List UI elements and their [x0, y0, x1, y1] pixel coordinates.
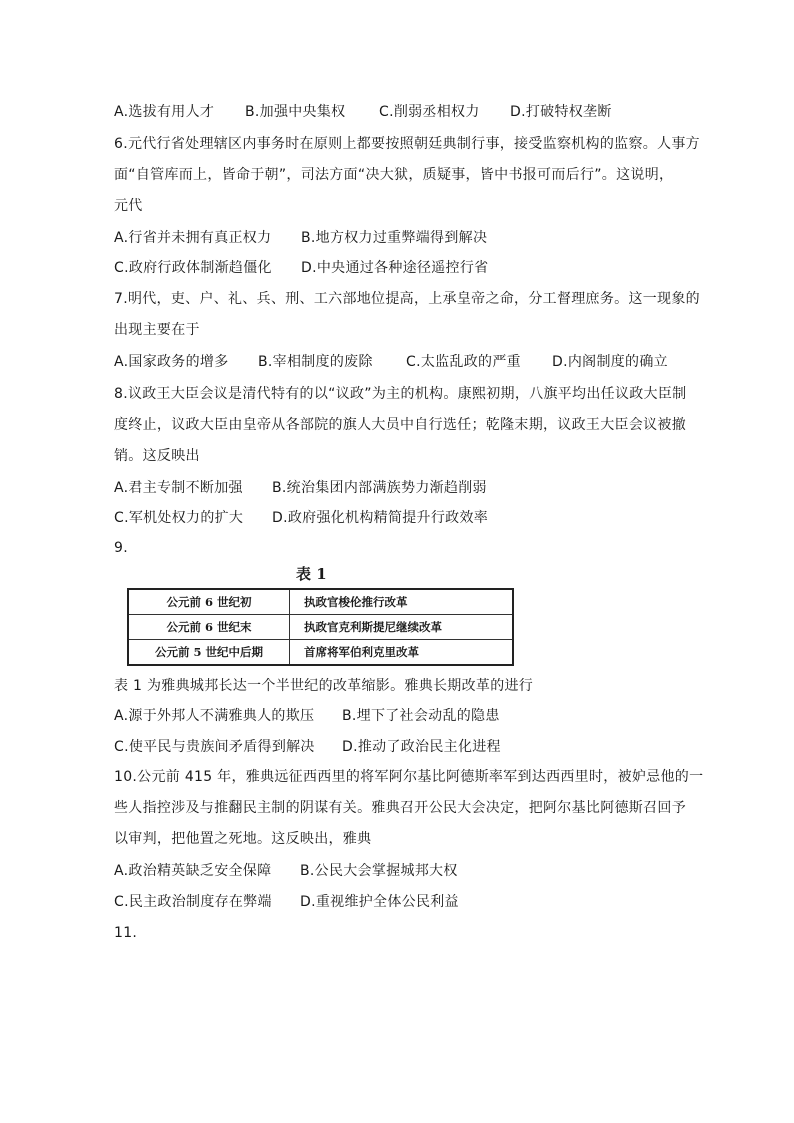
q9-options-row-2	[114, 737, 694, 757]
q6-stem-line-1: 6.元代行省处理辖区内事务时在原则上都要按照朝廷典制行事，接受监察机构的监察。人事方	[114, 136, 700, 152]
q9-option-a[interactable]: A.源于外邦人不满雅典人的欺压	[114, 708, 315, 724]
q7-option-b[interactable]: B.宰相制度的废除	[258, 354, 373, 370]
table-cell-event: 首席将军伯利克里改革	[290, 640, 514, 666]
table-cell-period: 公元前 6 世纪末	[128, 615, 290, 640]
q9-option-d[interactable]: D.推动了政治民主化进程	[342, 739, 501, 755]
q7-option-d[interactable]: D.内阁制度的确立	[552, 354, 668, 370]
q7-options	[114, 352, 694, 372]
q5-option-d[interactable]: D.打破特权垄断	[510, 104, 612, 120]
q5-option-c[interactable]: C.削弱丞相权力	[379, 104, 480, 120]
q10-option-b[interactable]: B.公民大会掌握城邦大权	[300, 863, 458, 879]
q9-option-b[interactable]: B.埋下了社会动乱的隐患	[342, 708, 500, 724]
q8-option-d[interactable]: D.政府强化机构精简提升行政效率	[272, 510, 489, 526]
q6-option-a[interactable]: A.行省并未拥有真正权力	[114, 230, 272, 246]
table-row	[128, 589, 513, 615]
q5-options	[114, 102, 694, 122]
table-row	[128, 615, 513, 640]
reform-table	[127, 588, 514, 666]
q10-options-row-1	[114, 861, 694, 881]
q9-options-row-1	[114, 706, 694, 726]
q10-stem-line-1: 10.公元前 415 年，雅典远征西西里的将军阿尔基比阿德斯率军到达西西里时，被妒忌他的一	[114, 769, 704, 785]
q10-option-c[interactable]: C.民主政治制度存在弊端	[114, 894, 272, 910]
table-cell-event: 执政官梭伦推行改革	[290, 589, 514, 615]
q10-option-a[interactable]: A.政治精英缺乏安全保障	[114, 863, 272, 879]
q10-options-row-2	[114, 892, 694, 912]
q10-stem-line-2: 些人指控涉及与推翻民主制的阴谋有关。雅典召开公民大会决定，把阿尔基比阿德斯召回予	[114, 800, 686, 816]
q8-stem-line-2: 度终止，议政大臣由皇帝从各部院的旗人大员中自行选任；乾隆末期，议政王大臣会议被撤	[114, 417, 686, 433]
q8-options-row-1	[114, 478, 694, 498]
q10-stem-line-3: 以审判，把他置之死地。这反映出，雅典	[114, 831, 372, 847]
table-cell-period: 公元前 6 世纪初	[128, 589, 290, 615]
q6-option-b[interactable]: B.地方权力过重弊端得到解决	[301, 230, 488, 246]
q8-option-b[interactable]: B.统治集团内部满族势力渐趋削弱	[272, 480, 487, 496]
table-title: 表 1	[296, 565, 327, 583]
q8-stem-line-3: 销。这反映出	[114, 448, 200, 464]
q6-stem-line-3: 元代	[114, 198, 143, 214]
q6-stem-line-2: 面“自管库而上，皆命于朝”，司法方面“决大狱，质疑事，皆中书报可而后行”。这说明，	[114, 167, 674, 183]
q7-stem-line-1: 7.明代，吏、户、礼、兵、刑、工六部地位提高，上承皇帝之命，分工督理庶务。这一现象的	[114, 291, 700, 307]
q6-option-c[interactable]: C.政府行政体制渐趋僵化	[114, 260, 272, 276]
q6-options-row-1	[114, 228, 694, 248]
q6-option-d[interactable]: D.中央通过各种途径遥控行省	[301, 260, 489, 276]
q8-stem-line-1: 8.议政王大臣会议是清代特有的以“议政”为主的机构。康熙初期，八旗平均出任议政大臣制	[114, 386, 687, 402]
q7-stem-line-2: 出现主要在于	[114, 322, 200, 338]
q5-option-a[interactable]: A.选拔有用人才	[114, 104, 215, 120]
q8-options-row-2	[114, 508, 694, 528]
q7-option-c[interactable]: C.太监乱政的严重	[406, 354, 521, 370]
q11-number: 11.	[114, 925, 138, 941]
q9-number: 9.	[114, 540, 128, 556]
q9-stem-line-1: 表 1 为雅典城邦长达一个半世纪的改革缩影。雅典长期改革的进行	[114, 678, 534, 694]
table-cell-event: 执政官克利斯提尼继续改革	[290, 615, 514, 640]
q8-option-c[interactable]: C.军机处权力的扩大	[114, 510, 244, 526]
table-cell-period: 公元前 5 世纪中后期	[128, 640, 290, 666]
q9-option-c[interactable]: C.使平民与贵族间矛盾得到解决	[114, 739, 315, 755]
q7-option-a[interactable]: A.国家政务的增多	[114, 354, 229, 370]
table-row	[128, 640, 513, 666]
q5-option-b[interactable]: B.加强中央集权	[245, 104, 346, 120]
q10-option-d[interactable]: D.重视维护全体公民利益	[300, 894, 459, 910]
q8-option-a[interactable]: A.君主专制不断加强	[114, 480, 243, 496]
q6-options-row-2	[114, 258, 694, 278]
